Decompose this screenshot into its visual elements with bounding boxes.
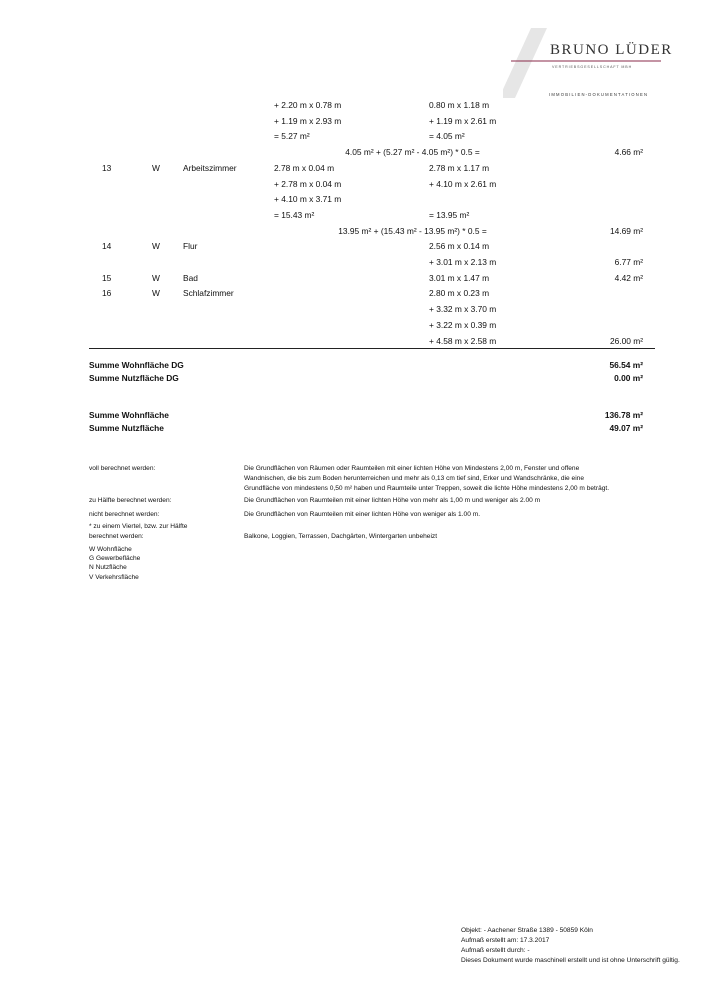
measure-sloped: + 1.19 m x 2.93 m: [274, 116, 342, 126]
footer-line: Aufmaß erstellt am: 17.3.2017: [461, 937, 550, 944]
logo-graphic: [503, 28, 673, 98]
sum-label: Summe Nutzfläche: [89, 423, 164, 433]
type-item: N Nutzfläche: [89, 564, 127, 571]
room-name: Flur: [183, 241, 198, 251]
area-formula: 13.95 m² + (15.43 m² - 13.95 m²) * 0.5 =: [338, 226, 487, 236]
measure-sloped: + 2.20 m x 0.78 m: [274, 100, 342, 110]
footer-line: Dieses Dokument wurde maschinell erstellt und ist ohne Unterschrift gültig.: [461, 957, 680, 964]
legend-text-haelfte: Die Grundflächen von Raumteilen mit einer lichten Höhe von mehr als 1,00 m und weniger als 2.00 m: [244, 497, 541, 504]
measure-sloped: = 15.43 m²: [274, 210, 315, 220]
room-number: 13: [102, 163, 112, 173]
footer-line: Aufmaß erstellt durch: -: [461, 947, 530, 954]
legend-label-viertel: * zu einem Viertel, bzw. zur Hälfte: [89, 523, 188, 530]
room-type: W: [152, 241, 160, 251]
room-number: 16: [102, 288, 112, 298]
sum-value: 49.07 m²: [609, 423, 643, 433]
measure-full: 0.80 m x 1.18 m: [429, 100, 490, 110]
measure-full: + 4.10 m x 2.61 m: [429, 179, 497, 189]
legend-label-haelfte: zu Hälfte berechnet werden:: [89, 497, 172, 504]
room-number: 15: [102, 273, 112, 283]
legend-text-voll: Die Grundflächen von Räumen oder Raumteilen mit einer lichten Höhe von Mindestens 2,00 m, Fenster und offene: [244, 465, 580, 472]
area-formula: 4.05 m² + (5.27 m² - 4.05 m²) * 0.5 =: [345, 147, 480, 157]
brand-sub: VERTRIEBSGESELLSCHAFT MBH: [552, 65, 633, 69]
sum-value: 56.54 m²: [609, 360, 643, 370]
company-logo: [503, 28, 673, 98]
measure-full: 3.01 m x 1.47 m: [429, 273, 490, 283]
sum-value: 136.78 m²: [604, 410, 643, 420]
sum-label: Summe Wohnfläche: [89, 410, 169, 420]
measure-full: = 4.05 m²: [429, 131, 465, 141]
measure-full: + 3.32 m x 3.70 m: [429, 304, 497, 314]
type-item: G Gewerbefläche: [89, 555, 141, 562]
footer-line: Objekt: - Aachener Straße 1389 - 50859 Köln: [461, 927, 593, 934]
divider-line: [89, 348, 655, 349]
measure-sloped: 2.78 m x 0.04 m: [274, 163, 335, 173]
legend-text-voll: Grundfläche von mindestens 0,50 m² haben und Raumteile unter Treppen, soweit die lichte Höhe mindestens 2,00 m beträgt.: [244, 485, 610, 492]
room-area: 6.77 m²: [614, 257, 643, 267]
room-name: Bad: [183, 273, 198, 283]
measure-full: 2.80 m x 0.23 m: [429, 288, 490, 298]
room-type: W: [152, 273, 160, 283]
room-name: Arbeitszimmer: [183, 163, 237, 173]
measure-full: 2.78 m x 1.17 m: [429, 163, 490, 173]
legend-text-nicht: Die Grundflächen von Raumteilen mit einer lichten Höhe von weniger als 1.00 m.: [244, 511, 481, 518]
measure-full: = 13.95 m²: [429, 210, 470, 220]
legend-text-viertel: Balkone, Loggien, Terrassen, Dachgärten, Wintergarten unbeheizt: [244, 533, 438, 540]
measure-full: 2.56 m x 0.14 m: [429, 241, 490, 251]
legend-text-voll: Wandnischen, die bis zum Boden herunterreichen und mehr als 0,13 cm tief sind, Erker und Wandschränke, die eine: [244, 475, 585, 482]
sum-label: Summe Wohnfläche DG: [89, 360, 184, 370]
measure-full: + 3.01 m x 2.13 m: [429, 257, 497, 267]
room-area: 26.00 m²: [609, 336, 643, 346]
sum-value: 0.00 m²: [614, 373, 643, 383]
room-number: 14: [102, 241, 112, 251]
legend-label-voll: voll berechnet werden:: [89, 465, 156, 472]
measure-sloped: + 4.10 m x 3.71 m: [274, 194, 342, 204]
measure-full: + 1.19 m x 2.61 m: [429, 116, 497, 126]
brand-main: BRUNO LÜDERS: [550, 42, 673, 58]
legend-label-nicht: nicht berechnet werden:: [89, 511, 160, 518]
room-name: Schlafzimmer: [183, 288, 234, 298]
measure-sloped: = 5.27 m²: [274, 131, 310, 141]
room-area: 14.69 m²: [609, 226, 643, 236]
room-type: W: [152, 163, 160, 173]
type-item: V Verkehrsfläche: [89, 574, 139, 581]
room-area: 4.42 m²: [614, 273, 643, 283]
room-area: 4.66 m²: [614, 147, 643, 157]
measure-full: + 4.58 m x 2.58 m: [429, 336, 497, 346]
room-type: W: [152, 288, 160, 298]
measure-full: + 3.22 m x 0.39 m: [429, 320, 497, 330]
brand-tag: IMMOBILIEN-DOKUMENTATIONEN: [549, 92, 649, 97]
sum-label: Summe Nutzfläche DG: [89, 373, 179, 383]
measure-sloped: + 2.78 m x 0.04 m: [274, 179, 342, 189]
type-item: W Wohnfläche: [89, 546, 132, 553]
legend-label-viertel: berechnet werden:: [89, 533, 144, 540]
